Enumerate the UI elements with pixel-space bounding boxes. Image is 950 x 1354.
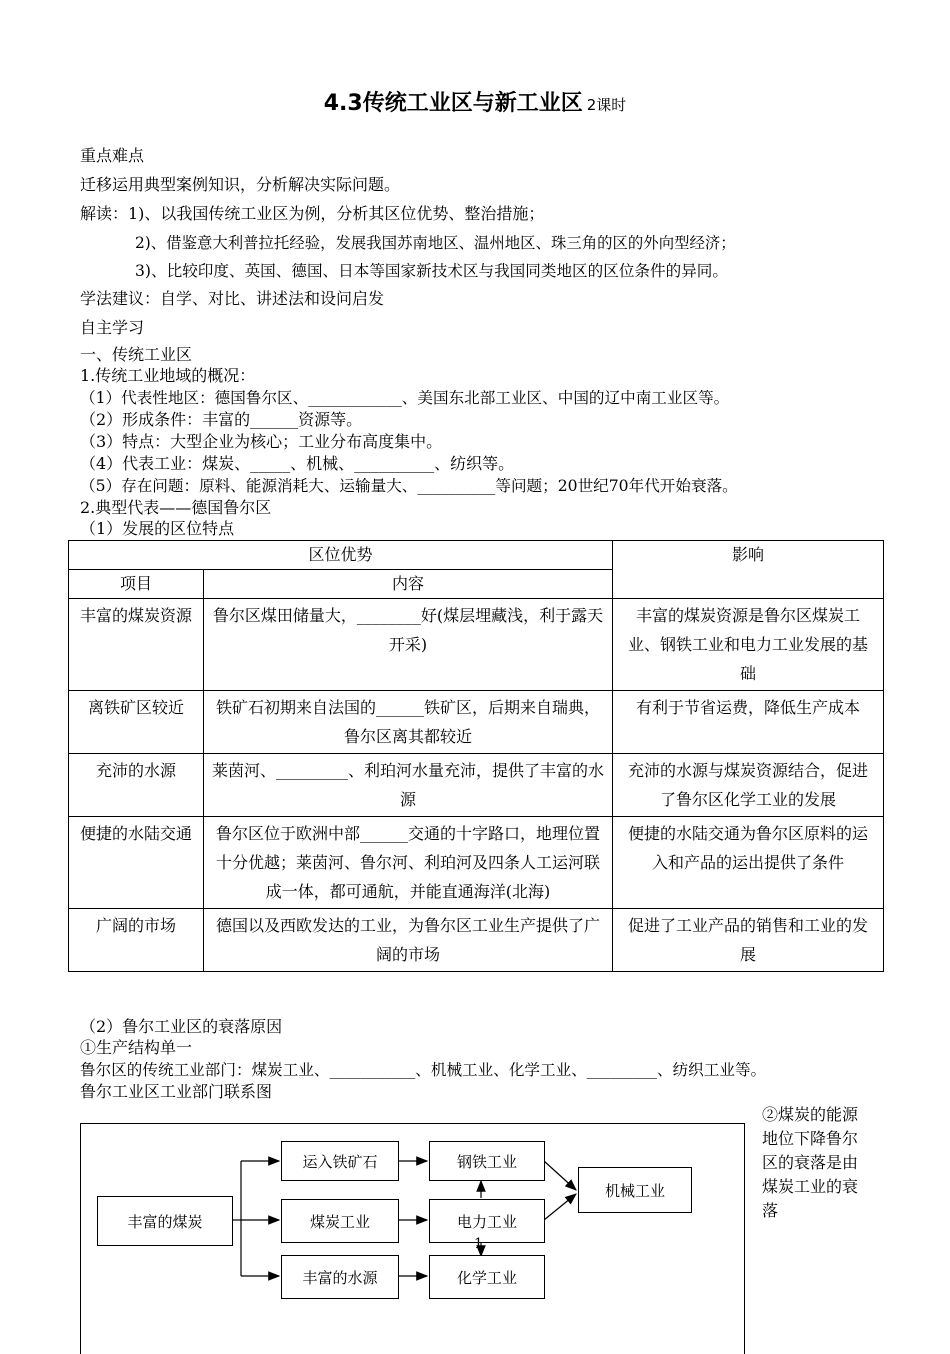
table-row — [69, 817, 884, 909]
key-points-text: 迁移运用典型案例知识，分析解决实际问题。 — [80, 175, 401, 194]
row-influence: 有利于节省运费，降低生产成本 — [613, 691, 884, 754]
header-content: 内容 — [204, 570, 613, 599]
interpret-2: 2)、借鉴意大利普拉托经验，发展我国苏南地区、温州地区、珠三角的区的外向型经济； — [135, 234, 736, 252]
page-number: 1 — [474, 1236, 483, 1252]
row-item: 广阔的市场 — [69, 909, 204, 972]
row-item: 离铁矿区较近 — [69, 691, 204, 754]
decline-reason-1: ①生产结构单一 — [80, 1038, 193, 1057]
overview-item: （1）代表性地区：德国鲁尔区、____________、美国东北部工业区、中国的辽中南工业区等。 — [80, 389, 730, 407]
row-content: 鲁尔区煤田储量大，________好(煤层埋藏浅，利于露天开采) — [204, 599, 613, 691]
row-influence: 丰富的煤炭资源是鲁尔区煤炭工业、钢铁工业和电力工业发展的基础 — [613, 599, 884, 691]
interpret-3: 3)、比较印度、英国、德国、日本等国家新技术区与我国同类地区的区位条件的异同。 — [135, 262, 728, 280]
overview-item: （4）代表工业：煤炭、_____、机械、__________、纺织等。 — [80, 454, 515, 473]
study-advice: 学法建议：自学、对比、讲述法和设问启发 — [80, 289, 385, 308]
decline-heading: （2）鲁尔工业区的衰落原因 — [80, 1017, 283, 1036]
location-heading: （1）发展的区位特点 — [80, 519, 235, 538]
overview-heading: 1.传统工业地域的概况： — [80, 366, 256, 385]
row-item: 充沛的水源 — [69, 754, 204, 817]
row-content: 铁矿石初期来自法国的______铁矿区，后期来自瑞典，鲁尔区离其都较近 — [204, 691, 613, 754]
typical-heading: 2.典型代表——德国鲁尔区 — [80, 498, 272, 517]
power-industry-box: 电力工业 — [429, 1199, 545, 1243]
overview-item: （5）存在问题：原料、能源消耗大、运输量大、__________等问题；20世纪70年代开始衰落。 — [80, 477, 738, 495]
overview-item: （3）特点：大型企业为核心；工业分布高度集中。 — [80, 432, 443, 451]
row-item: 便捷的水陆交通 — [69, 817, 204, 909]
chemical-industry-box: 化学工业 — [429, 1255, 545, 1299]
row-influence: 充沛的水源与煤炭资源结合，促进了鲁尔区化学工业的发展 — [613, 754, 884, 817]
table-row — [69, 909, 884, 972]
section-heading: 一、传统工业区 — [80, 345, 193, 364]
iron-ore-box: 运入铁矿石 — [281, 1141, 399, 1181]
overview-item: （2）形成条件：丰富的______资源等。 — [80, 410, 363, 429]
header-advantage: 区位优势 — [69, 541, 613, 570]
table-row — [69, 754, 884, 817]
table-row — [69, 599, 884, 691]
self-study-heading: 自主学习 — [80, 318, 145, 337]
page-title — [0, 86, 950, 117]
key-points-heading: 重点难点 — [80, 146, 145, 165]
table-row — [69, 691, 884, 754]
industry-diagram — [80, 1123, 745, 1354]
row-content: 德国以及西欧发达的工业，为鲁尔区工业生产提供了广阔的市场 — [204, 909, 613, 972]
row-influence: 便捷的水陆交通为鲁尔区原料的运入和产品的运出提供了条件 — [613, 817, 884, 909]
diagram-caption: 鲁尔工业区工业部门联系图 — [80, 1082, 273, 1101]
row-content: 莱茵河、_________、利珀河水量充沛，提供了丰富的水源 — [204, 754, 613, 817]
title-main: 4.3传统工业区与新工业区 — [323, 91, 583, 116]
header-item: 项目 — [69, 570, 204, 599]
side-note: ②煤炭的能源地位下降鲁尔区的衰落是由煤炭工业的衰落 — [762, 1105, 859, 1220]
water-source-box: 丰富的水源 — [281, 1255, 399, 1299]
location-table — [68, 540, 884, 972]
row-content: 鲁尔区位于欧洲中部______交通的十字路口，地理位置十分优越；莱茵河、鲁尔河、利珀河及四条人工运河联成一体，都可通航，并能直通海洋(北海) — [204, 817, 613, 909]
rich-coal-box: 丰富的煤炭 — [97, 1196, 233, 1246]
row-influence: 促进了工业产品的销售和工业的发展 — [613, 909, 884, 972]
header-influence: 影响 — [613, 541, 884, 599]
row-item: 丰富的煤炭资源 — [69, 599, 204, 691]
steel-industry-box: 钢铁工业 — [429, 1141, 545, 1181]
title-lessons: 2课时 — [586, 96, 627, 114]
coal-industry-box: 煤炭工业 — [281, 1199, 399, 1243]
interpret-1: 解读：1)、以我国传统工业区为例，分析其区位优势、整治措施； — [80, 204, 545, 223]
traditional-sectors: 鲁尔区的传统工业部门：煤炭工业、___________、机械工业、化学工业、_________、纺织工业等。 — [80, 1061, 767, 1079]
machinery-industry-box: 机械工业 — [578, 1167, 692, 1213]
